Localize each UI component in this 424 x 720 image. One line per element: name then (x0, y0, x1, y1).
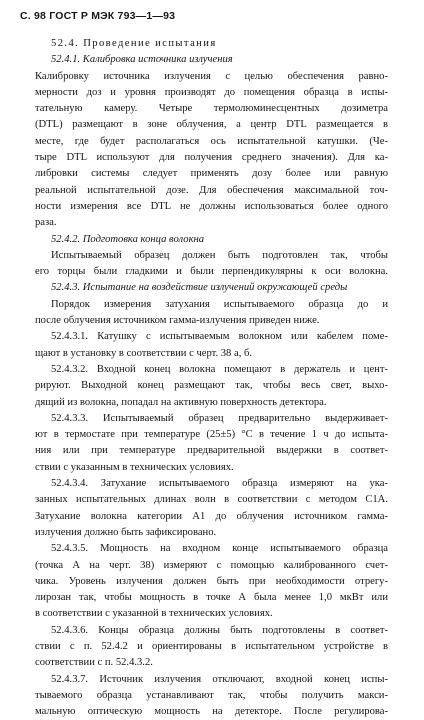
subsection-title: 52.4.2. Подготовка конца волокна (51, 233, 205, 245)
text-line: 52.4.3.3. Испытываемый образец предварительно выдерживает- (51, 412, 388, 424)
page-header (20, 10, 175, 22)
text-line: щают в установку в соответствии с черт. 38 а, б. (35, 347, 253, 359)
text-line: Калибровку источника излучения с целью обеспечения равно- (35, 70, 388, 82)
text-line: ствии с п. 52.4.2 и ориентированы в испытательном устройстве в (35, 640, 388, 652)
text-line: рируют. Выходной конец размещают так, чтобы весь свет, выхо- (35, 380, 388, 392)
text-line: в соответствии с указанной в технических условиях. (35, 608, 273, 620)
text-line: раза. (35, 217, 57, 229)
text-line: Испытываемый образец должен быть подготовлен так, чтобы (51, 249, 388, 261)
text-line: занных испытательных длинах волн в соответствии с методом С1А. (35, 494, 388, 506)
page-number: С. 98 (20, 10, 47, 22)
text-line: реальной испытательной дозе. Для обеспечения максимальной точ- (35, 184, 388, 196)
text-line: дящий из волокна, попадал на активную поверхность детектора. (35, 396, 327, 408)
text-line: излучения должно быть зафиксировано. (35, 526, 217, 538)
text-line: 52.4.3.7. Источник излучения отключают, входной конец испы- (51, 673, 388, 685)
text-line: Порядок измерения затухания испытываемого образца до и (51, 298, 388, 310)
text-line: месте, где будет располагаться ось испытательной катушки. (Че- (35, 135, 388, 147)
text-line: 52.4.3.4. Затухание испытываемого образца измеряют на ука- (51, 478, 388, 490)
text-line: (DTL) размещают в зоне облучения, а центр DTL размещается в (35, 119, 388, 131)
standard-designation: ГОСТ Р МЭК 793—1—93 (49, 10, 176, 22)
text-line: соответствии с п. 52.4.3.2. (35, 657, 153, 669)
text-line: Затухание волокна категории А1 до облучения источником гамма- (35, 510, 388, 522)
text-line: чика. Уровень излучения должен быть при необходимости отрегу- (35, 575, 388, 587)
subsection-title: 52.4.3. Испытание на воздействие излучений окружающей среды (51, 282, 348, 294)
text-line: после облучения источником гамма-излучения приведен ниже. (35, 315, 320, 327)
text-line: ности измерения все DTL не должны использоваться более одного (35, 200, 388, 212)
text-line: ния или при температуре предварительной выдержки в соответ- (35, 445, 388, 457)
text-line: его торцы были гладкими и были перпендикулярны к оси волокна. (35, 266, 388, 278)
text-line: (точка А на черт. 38) измеряют с помощью калиброванного счет- (35, 559, 388, 571)
text-line: ствии с указанным в технических условиях. (35, 461, 234, 473)
document-body (35, 36, 388, 720)
text-line: тательную камеру. Четыре термолюминесцентных дозиметра (35, 103, 388, 115)
text-line: ют в термостате при температуре (25±5) °С в течение 1 ч до испыта- (35, 429, 388, 441)
text-line: тыре DTL используют для получения среднего значения). Для ка- (35, 152, 388, 164)
text-line: либровки системы следует применять дозу более или равную (35, 168, 388, 180)
text-line: тываемого образца устанавливают так, чтобы получить макси- (35, 689, 388, 701)
text-line: 52.4.3.1. Катушку с испытываемым волокном или кабелем поме- (51, 331, 388, 343)
text-line: 52.4.3.6. Концы образца должны быть подготовлены в соответ- (51, 624, 388, 636)
subsection-title: 52.4.1. Калибровка источника излучения (51, 54, 233, 66)
text-line: 52.4.3.5. Мощность на входном конце испытываемого образца (51, 543, 388, 555)
text-line: лирозан так, чтобы мощность в точке А была менее 1,0 мкВт или (35, 592, 388, 604)
text-line: 52.4.3.2. Входной конец волокна помещают в держатель и цент- (51, 363, 388, 375)
section-heading: 52.4. Проведение испытания (51, 38, 217, 49)
text-line: мерности доз и уровня производят до помещения образца в испы- (35, 86, 388, 98)
text-line: мальную оптическую мощность на детекторе. После регулирова- (35, 706, 388, 718)
